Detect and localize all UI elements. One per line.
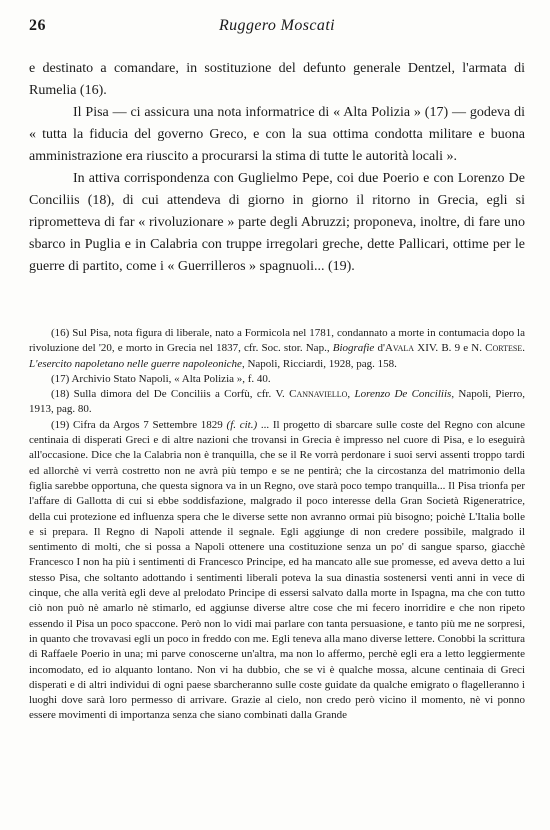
- footnote-16-text: d': [374, 342, 385, 355]
- footnote-16: [29, 326, 525, 372]
- main-text: [29, 58, 525, 278]
- body-paragraph-1: e destinato a comandare, in sostituzione del defunto generale Dentzel, l'armata di Rumelia (16).: [29, 61, 525, 98]
- page-header: [29, 17, 525, 39]
- footnote-16-title: L'esercito napoletano nelle guerre napoleoniche: [29, 357, 242, 370]
- footnote-18-text: , Napoli, Pierro, 1913, pag. 80.: [29, 388, 526, 416]
- footnote-16-text: , Napoli, Ricciardi, 1928, pag. 158.: [241, 357, 397, 370]
- footnote-18-title: Lorenzo De Conciliis: [354, 388, 452, 401]
- page-number: 26: [29, 17, 46, 34]
- footnote-16-text: (16) Sul Pisa, nota figura di liberale, nato a Formicola nel 1781, condannato a morte in contumacia dopo la rivoluzione del '20, e morto in Grecia nel 1837, cfr. Soc. stor. Nap.,: [29, 327, 525, 355]
- footnote-18-text: ,: [347, 388, 355, 401]
- footnote-19-text: ... Il progetto di sbarcare sulle coste del Regno con alcune centinaia di disperati Greci e di altre nazioni che trovansi in Grecia è impresso nel cuore di Pisa, e lo eseguirà all'occasione. Dice che la Calabria non è tranquilla, che se il Re vorrà perdonare i suoi servi assenti troppo tardi ed allorchè vi verrà costretto non ne avrà più tempo e se ne pentirà; che la circostanza del matrimonio della figlia sarebbe opportuna, che questa signora va in un Regno, ove starà poco tempo tranquilla... Il Pisa trionfa per l'affare di Gallotta di cui si ebbe soddisfazione, malgrado il poco interesse della Gran Società Rigeneratrice, della cui protezione ed influenza spera che le diverse sette non avranno ormai più bisogno; poichè L'Italia bolle e si prepara. Il Regno di Napoli attende il segnale. Egli aggiunge di non credere possibile, malgrado il sentimento di molti, che si possa a Napoli ottenere una costituzione senza un po' di sangue sparso, giacchè Francesco I non ha più i sentimenti di Francesco Principe, ed ha mancato alle sue promesse, ed aveva detto a lui stesso Pisa, che soltanto adottando i sentimenti liberali poteva la sua dinastia sostenersi venti anni in vece di cinque, che alla verità egli deve al prelodato Principe di essersi salvato dalla morte in Ispagna, ma che con tutto ciò non può nè amarlo nè stimarlo, ed aggiunse diverse altre cose che mi fecero inorridire e che non ripeto essendo il Pisa un poco spaccone. Però non lo vidi mai parlare con tanta persuasione, e tanto più me ne sorpresi, in quanto che trovavasi egli un poco in freddo con me. Egli teneva alla mano diverse lettere. Conobbi la scrittura di Raffaele Poerio in una; mi parve conoscerne un'altra, ma non lo affermo, perchè egli era a letto leggiermente incomodato, ed io alquanto lontano. Non vi ha dubbio, che se vi è qualche mossa, alcune centinaia di Greci disperati e di altri individui di ogni paese sbarcheranno sulle coste guidate da qualche emigrato o flagelleranno i luoghi dove sarà loro permesso di arrivare. Grazie al cielo, non credo però vicino il momento, nè vi ponno essere movimenti di importanza senza che siano combinati dalla Grande: [29, 418, 525, 722]
- footnote-18-author: V. Cannaviello: [275, 388, 348, 401]
- footnotes: [29, 326, 525, 724]
- running-head: Ruggero Moscati: [218, 17, 336, 34]
- footnote-19-citation: (f. cit.): [226, 418, 258, 431]
- footnote-16-author: N. Cortese: [471, 342, 523, 355]
- footnote-16-text: .: [522, 342, 525, 355]
- footnote-18-text: (18) Sulla dimora del De Conciliis a Corfù, cfr.: [51, 388, 276, 401]
- body-paragraph-2: Il Pisa — ci assicura una nota informatrice di « Alta Polizia » (17) — godeva di « tutta la fiducia del governo Greco, e con la sua ottima condotta militare e buona amministrazione era riuscito a procurarsi la stima di tutte le autorità locali ».: [29, 105, 525, 164]
- footnote-17: (17) Archivio Stato Napoli, « Alta Polizia », f. 40.: [51, 372, 271, 385]
- footnote-16-title: Biografie: [332, 342, 375, 355]
- body-paragraph-3: In attiva corrispondenza con Guglielmo Pepe, coi due Poerio e con Lorenzo De Conciliis (18), di cui attendeva di giorno in giorno il ritorno in Grecia, egli si riprometteva di far « rivoluzionare » parte degli Abruzzi; proponeva, inoltre, di fare uno sbarco in Puglia e in Calabria con truppe irregolari greche, dette Pallicari, ottime per le guerre di partito, come i « Guerrilleros » spagnuoli... (19).: [29, 171, 525, 274]
- footnote-19: [29, 418, 525, 724]
- footnote-16-text: XIV. B. 9 e: [414, 342, 472, 355]
- footnote-19-text: (19) Cifra da Argos 7 Settembre 1829: [51, 418, 227, 431]
- footnote-16-author: Avala: [384, 342, 415, 355]
- footnote-18: [29, 387, 525, 418]
